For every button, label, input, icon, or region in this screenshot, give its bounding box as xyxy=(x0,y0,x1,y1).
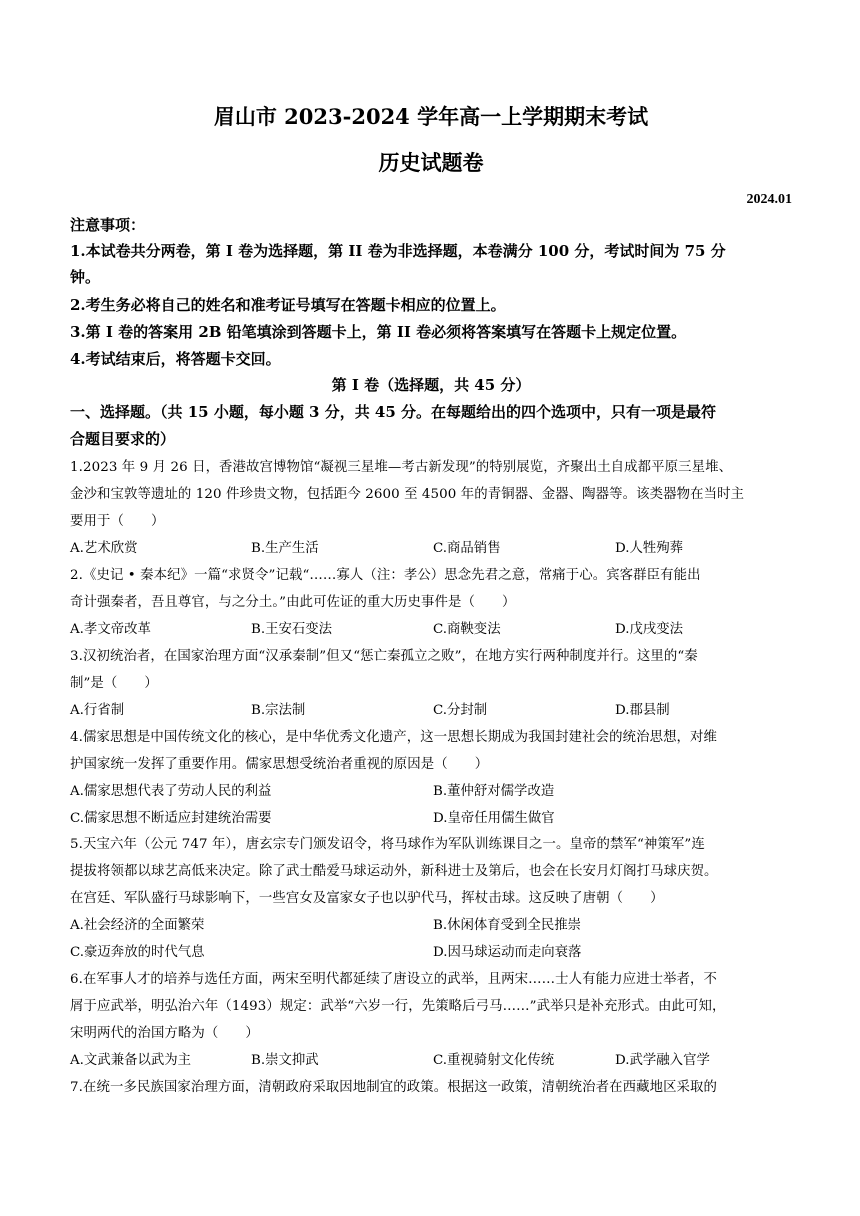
notice-item: 2.考生务必将自己的姓名和准考证号填写在答题卡相应的位置上。 xyxy=(70,296,506,314)
option-c[interactable]: C.商品销售 xyxy=(433,541,501,556)
section-heading: 合题目要求的） xyxy=(70,430,176,448)
option-a[interactable]: A.艺术欣赏 xyxy=(70,541,138,556)
question-6-text: 宋明两代的治国方略为（ ） xyxy=(70,1026,259,1041)
option-a[interactable]: A.行省制 xyxy=(70,703,125,718)
question-6-text: 屑于应武举，明弘治六年（1493）规定：武举“六岁一行，先策略后弓马……”武举只是补充形式。由此可知， xyxy=(70,999,726,1014)
question-2-text: 奇计强秦者，吾且尊官，与之分土。”由此可佐证的重大历史事件是（ ） xyxy=(70,595,516,610)
question-1-text: 金沙和宝敦等遗址的 120 件珍贵文物，包括距今 2600 至 4500 年的青铜器、金器、陶器等。该类器物在当时主 xyxy=(70,487,745,502)
option-c[interactable]: C.重视骑射文化传统 xyxy=(433,1053,555,1068)
exam-title: 眉山市 2023-2024 学年高一上学期期末考试 xyxy=(213,104,649,129)
question-5-text: 提拔将领都以球艺高低来决定。除了武士酷爱马球运动外，新科进士及第后，也会在长安月灯阁打马球庆贺。 xyxy=(70,864,718,879)
question-2-text: 2.《史记 • 秦本纪》一篇“求贤令”记载“……寡人（注：孝公）思念先君之意，常痛于心。宾客群臣有能出 xyxy=(70,568,701,583)
option-c[interactable]: C.儒家思想不断适应封建统治需要 xyxy=(70,811,272,826)
option-c[interactable]: C.分封制 xyxy=(433,703,488,718)
exam-subtitle: 历史试题卷 xyxy=(378,150,484,175)
option-a[interactable]: A.文武兼备以武为主 xyxy=(70,1053,192,1068)
notice-item: 3.第 I 卷的答案用 2B 铅笔填涂到答题卡上，第 II 卷必须将答案填写在答题卡上规定位置。 xyxy=(70,323,687,341)
option-b[interactable]: B.生产生活 xyxy=(251,541,319,556)
question-1-text: 1.2023 年 9 月 26 日，香港故宫博物馆“凝视三星堆—考古新发现”的特别展览，齐聚出土自成都平原三星堆、 xyxy=(70,460,733,475)
option-b[interactable]: B.崇文抑武 xyxy=(251,1053,319,1068)
option-c[interactable]: C.商鞅变法 xyxy=(433,622,501,637)
question-3-text: 3.汉初统治者，在国家治理方面“汉承秦制”但又“惩亡秦孤立之败”，在地方实行两种制度并行。这里的“秦 xyxy=(70,649,698,664)
question-4-text: 4.儒家思想是中国传统文化的核心，是中华优秀文化遗产，这一思想长期成为我国封建社会的统治思想，对维 xyxy=(70,730,718,745)
option-a[interactable]: A.孝文帝改革 xyxy=(70,622,151,637)
option-a[interactable]: A.儒家思想代表了劳动人民的利益 xyxy=(70,784,272,799)
option-c[interactable]: C.豪迈奔放的时代气息 xyxy=(70,945,205,960)
question-6-text: 6.在军事人才的培养与选任方面，两宋至明代都延续了唐设立的武举，且两宋……士人有能力应进士举者，不 xyxy=(70,972,718,987)
notice-item: 1.本试卷共分两卷，第 I 卷为选择题，第 II 卷为非选择题，本卷满分 100 分，考试时间为 75 分 xyxy=(70,242,726,260)
notice-item: 4.考试结束后，将答题卡交回。 xyxy=(70,350,281,368)
section-heading: 一、选择题。（共 15 小题，每小题 3 分，共 45 分。在每题给出的四个选项中，只有一项是最符 xyxy=(70,403,717,421)
exam-date: 2024.01 xyxy=(746,192,792,207)
option-b[interactable]: B.宗法制 xyxy=(251,703,306,718)
option-d[interactable]: D.武学融入官学 xyxy=(615,1053,710,1068)
option-d[interactable]: D.皇帝任用儒生做官 xyxy=(433,811,555,826)
option-b[interactable]: B.王安石变法 xyxy=(251,622,333,637)
option-d[interactable]: D.因马球运动而走向衰落 xyxy=(433,945,582,960)
option-b[interactable]: B.董仲舒对儒学改造 xyxy=(433,784,555,799)
question-5-text: 5.天宝六年（公元 747 年），唐玄宗专门颁发诏令，将马球作为军队训练课目之一。皇帝的禁军“神策军”连 xyxy=(70,837,705,852)
option-d[interactable]: D.人牲殉葬 xyxy=(615,541,684,556)
question-1-text: 要用于（ ） xyxy=(70,514,165,529)
option-a[interactable]: A.社会经济的全面繁荣 xyxy=(70,918,205,933)
question-7-text: 7.在统一多民族国家治理方面，清朝政府采取因地制宜的政策。根据这一政策，清朝统治者在西藏地区采取的 xyxy=(70,1080,718,1095)
notice-heading: 注意事项： xyxy=(70,216,146,234)
option-d[interactable]: D.戊戌变法 xyxy=(615,622,684,637)
part-title: 第 I 卷（选择题，共 45 分） xyxy=(331,376,531,394)
option-b[interactable]: B.休闲体育受到全民推崇 xyxy=(433,918,582,933)
question-5-text: 在宫廷、军队盛行马球影响下，一些宫女及富家女子也以驴代马，挥杖击球。这反映了唐朝（ ） xyxy=(70,891,664,906)
question-3-text: 制”是（ ） xyxy=(70,676,158,691)
notice-item: 钟。 xyxy=(70,268,101,286)
option-d[interactable]: D.郡县制 xyxy=(615,703,670,718)
question-4-text: 护国家统一发挥了重要作用。儒家思想受统治者重视的原因是（ ） xyxy=(70,757,489,772)
